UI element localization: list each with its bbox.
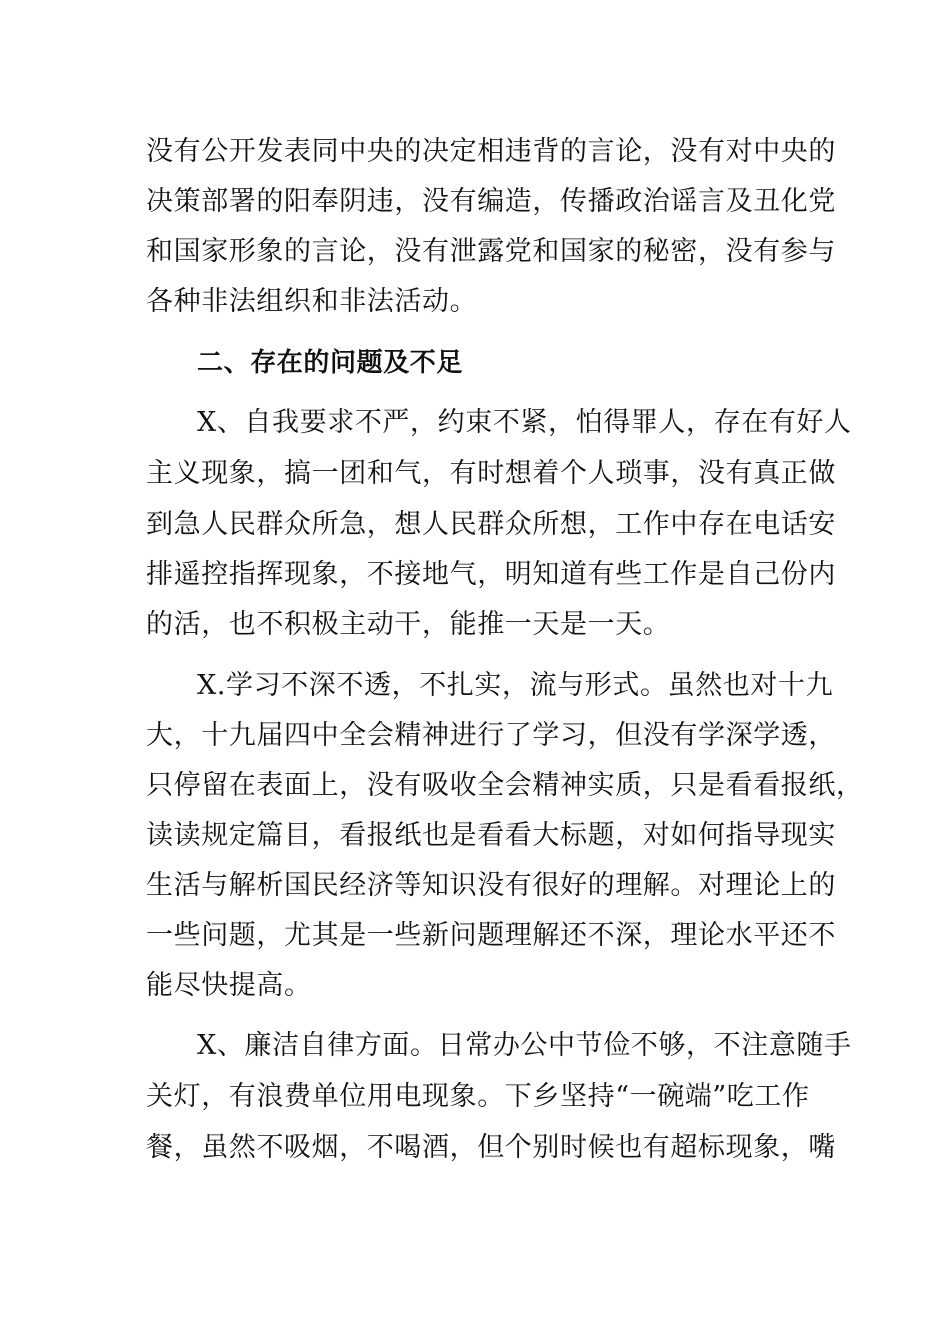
paragraph-3-line-5: 生活与解析国民经济等知识没有很好的理解。对理论上的 [146, 870, 836, 901]
paragraph-1-line-2: 决策部署的阳奉阴违，没有编造，传播政治谣言及丑化党 [146, 186, 836, 217]
paragraph-1-line-4: 各种非法组织和非法活动。 [146, 286, 478, 317]
paragraph-2-line-2: 主义现象，搞一团和气，有时想着个人琐事，没有真正做 [146, 458, 836, 489]
paragraph-3-line-4: 读读规定篇目，看报纸也是看看大标题，对如何指导现实 [146, 820, 836, 851]
paragraph-3-line-7: 能尽快提高。 [146, 970, 312, 1001]
paragraph-4-line-3: 餐，虽然不吸烟，不喝酒，但个别时候也有超标现象，嘴 [146, 1132, 836, 1163]
paragraph-2-line-5: 的活，也不积极主动干，能推一天是一天。 [146, 609, 671, 640]
paragraph-3-line-6: 一些问题，尤其是一些新问题理解还不深，理论水平还不 [146, 920, 836, 951]
paragraph-2-line-3: 到急人民群众所急，想人民群众所想，工作中存在电话安 [146, 509, 836, 540]
paragraph-3-line-3: 只停留在表面上，没有吸收全会精神实质，只是看看报纸， [146, 770, 864, 801]
paragraph-3-line-1: X.学习不深不透，不扎实，流与形式。虽然也对十九 [197, 670, 834, 701]
section-heading: 二、存在的问题及不足 [197, 348, 464, 378]
paragraph-3-line-2: 大，十九届四中全会精神进行了学习，但没有学深学透， [146, 720, 836, 751]
paragraph-4-line-1: X、廉洁自律方面。日常办公中节俭不够，不注意随手 [197, 1030, 852, 1061]
paragraph-1-line-1: 没有公开发表同中央的决定相违背的言论，没有对中央的 [146, 136, 836, 167]
paragraph-2-line-1: X、自我要求不严，约束不紧，怕得罪人，存在有好人 [197, 407, 852, 438]
paragraph-4-line-2: 关灯，有浪费单位用电现象。下乡坚持“一碗端”吃工作 [146, 1081, 810, 1112]
paragraph-2-line-4: 排遥控指挥现象，不接地气，明知道有些工作是自己份内 [146, 559, 836, 590]
paragraph-1-line-3: 和国家形象的言论，没有泄露党和国家的秘密，没有参与 [146, 236, 836, 267]
